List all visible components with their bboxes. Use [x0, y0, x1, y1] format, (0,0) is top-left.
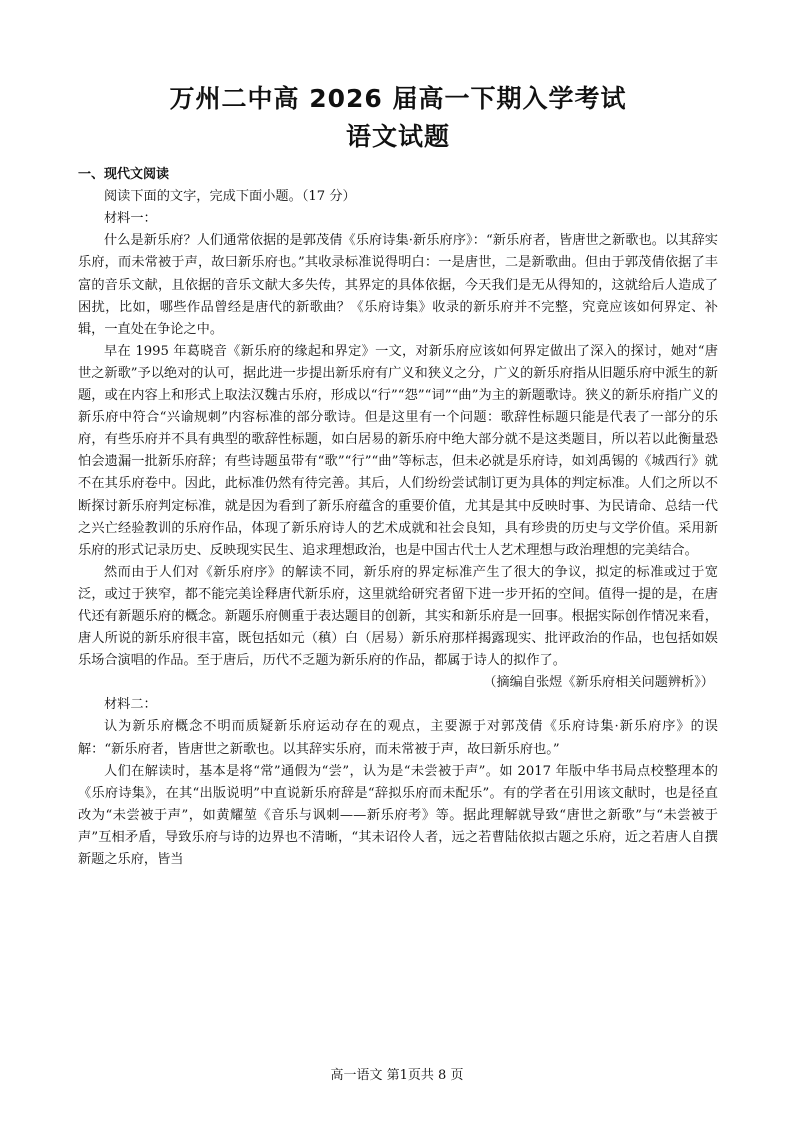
paragraph: 然而由于人们对《新乐府序》的解读不同，新乐府的界定标准产生了很大的争议，拟定的标准或过于宽泛，或过于狭窄，都不能完美诠释唐代新乐府，这里就给研究者留下进一步开拓的空间。值得一提的是，在唐代还有新题乐府的概念。新题乐府侧重于表达题目的创新，其实和新乐府是一回事。根据实际创作情况来看，唐人所说的新乐府很丰富，既包括如元（稹）白（居易）新乐府那样揭露现实、批评政治的作品，也包括如娱乐场合演唱的作品。至于唐后，历代不乏题为新乐府的作品，都属于诗人的拟作了。 — [78, 564, 718, 669]
paragraph: 人们在解读时，基本是将“常”通假为“尝”，认为是“未尝被于声”。如 2017 年版中华书局点校整理本的《乐府诗集》，在其“出版说明”中直说新乐府辞是“辞拟乐府而未配乐”。有的学者在引用该文献时，也是径直改为“未尝被于声”，如黄耀堃《音乐与讽刺——新乐府考》等。据此理解就导致“唐世之新歌”与“未尝被于声”互相矛盾，导致乐府与诗的边界也不清晰，“其未诏伶人者，远之若曹陆依拟古题之乐府，近之若唐人自撰新题之乐府，皆当 — [78, 763, 718, 868]
page-content — [78, 82, 718, 871]
paragraph: 什么是新乐府？人们通常依据的是郭茂倩《乐府诗集·新乐府序》：“新乐府者，皆唐世之新歌也。以其辞实乐府，而未常被于声，故曰新乐府也。”其收录标准说得明白：一是唐世，二是新歌曲。但由于郭茂倩依据了丰富的音乐文献，且依据的音乐文献大多失传，其界定的具体依据，今天我们是无从得知的，这就给后人造成了困扰，比如，哪些作品曾经是唐代的新歌曲？《乐府诗集》收录的新乐府并不完整，究竟应该如何界定、补辑，一直处在争论之中。 — [78, 233, 718, 337]
instruction: 阅读下面的文字，完成下面小题。（17 分） — [104, 189, 356, 205]
exam-subtitle: 语文试题 — [345, 122, 450, 151]
section-heading: 一、现代文阅读 — [78, 167, 170, 182]
material-one-label: 材料一： — [104, 211, 157, 227]
material-two-label: 材料二： — [104, 697, 157, 713]
paragraph: 早在 1995 年葛晓音《新乐府的缘起和界定》一文，对新乐府应该如何界定做出了深入的探讨，她对“唐世之新歌”予以绝对的认可，据此进一步提出新乐府有广义和狭义之分，广义的新乐府指从旧题乐府中派生的新题，或在内容上和形式上取法汉魏古乐府，形成以“行”“怨”“词”“曲”为主的新题歌诗。狭义的新乐府指广义的新乐府中符合“兴谕规刺”内容标准的部分歌诗。但是这里有一个问题：歌辞性标题只能是代表了一部分的乐府，有些乐府并不具有典型的歌辞性标题，如白居易的新乐府中绝大部分就不是这类题目，所以若以此衡量恐怕会遗漏一批新乐府辞；有些诗题虽带有“歌”“行”“曲”等标志，但未必就是乐府诗，如刘禹锡的《城西行》就不在其乐府卷中。因此，此标准仍然有待完善。其后，人们纷纷尝试制订更为具体的判定标准。人们之所以不断探讨新乐府判定标准，就是因为看到了新乐府蕴含的重要价值，尤其是其中反映时事、为民请命、总结一代之兴亡经验教训的乐府作品，体现了新乐府诗人的艺术成就和社会良知，具有珍贵的历史与文学价值。采用新乐府的形式记录历史、反映现实民生、追求理想政治，也是中国古代士人艺术理想与政治理想的完美结合。 — [78, 343, 718, 558]
paragraph: 认为新乐府概念不明而质疑新乐府运动存在的观点，主要源于对郭茂倩《乐府诗集·新乐府序》的误解：“新乐府者，皆唐世之新歌也。以其辞实乐府，而未常被于声，故曰新乐府也。” — [78, 719, 718, 757]
page-footer: 高一语文 第1页共 8 页 — [330, 1068, 464, 1083]
source-citation: （摘编自张煜《新乐府相关问题辨析》） — [483, 675, 714, 691]
exam-title: 万州二中高 2026 届高一下期入学考试 — [169, 84, 627, 113]
